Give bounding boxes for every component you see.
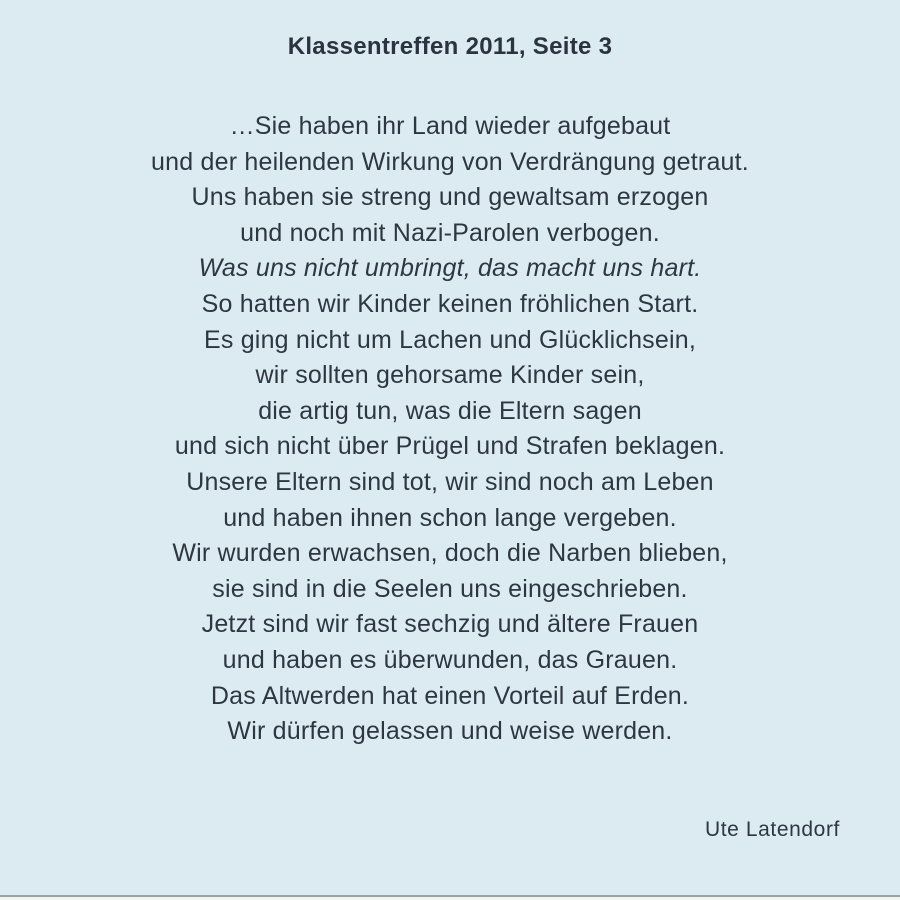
poem-line: Wir wurden erwachsen, doch die Narben blieben, bbox=[172, 539, 728, 568]
poem-line: und der heilenden Wirkung von Verdrängung getraut. bbox=[151, 147, 749, 176]
poem-line: Wir dürfen gelassen und weise werden. bbox=[227, 717, 673, 746]
poem-line: Unsere Eltern sind tot, wir sind noch am Leben bbox=[186, 467, 714, 496]
poem-line: und haben ihnen schon lange vergeben. bbox=[223, 503, 677, 532]
poem-line: und sich nicht über Prügel und Strafen beklagen. bbox=[174, 432, 726, 461]
poem-line: wir sollten gehorsame Kinder sein, bbox=[255, 361, 645, 390]
poem-line: die artig tun, was die Eltern sagen bbox=[258, 396, 642, 425]
author-name: Ute Latendorf bbox=[704, 818, 840, 841]
poem-line: Was uns nicht umbringt, das macht uns hart. bbox=[198, 254, 702, 283]
poem-body bbox=[0, 109, 900, 750]
poem-line: Uns haben sie streng und gewaltsam erzogen bbox=[191, 183, 709, 212]
poem-line: und haben es überwunden, das Grauen. bbox=[222, 645, 678, 674]
poem-line: Das Altwerden hat einen Vorteil auf Erden. bbox=[210, 681, 690, 710]
poem-line: und noch mit Nazi-Parolen verbogen. bbox=[240, 218, 660, 247]
scan-edge-artifact bbox=[0, 895, 900, 900]
poem-line: Es ging nicht um Lachen und Glücklichsein, bbox=[203, 325, 696, 354]
poem-line: Jetzt sind wir fast sechzig und ältere Frauen bbox=[201, 610, 699, 639]
poem-line: sie sind in die Seelen uns eingeschrieben. bbox=[212, 574, 688, 603]
poem-line: So hatten wir Kinder keinen fröhlichen Start. bbox=[201, 289, 699, 318]
poem-line: …Sie haben ihr Land wieder aufgebaut bbox=[229, 112, 671, 140]
page-title: Klassentreffen 2011, Seite 3 bbox=[287, 33, 613, 60]
